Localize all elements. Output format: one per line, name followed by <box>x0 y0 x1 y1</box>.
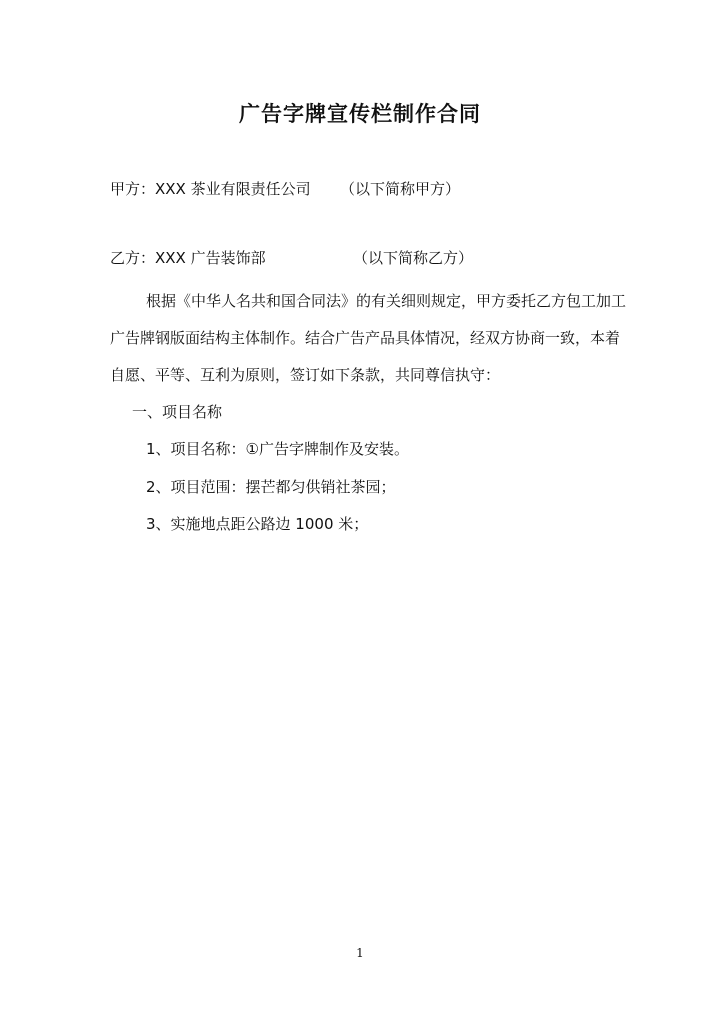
document-title: 广告字牌宣传栏制作合同 <box>239 101 481 126</box>
party-a-label: 甲方：XXX 茶业有限责任公司 <box>110 180 311 198</box>
body-line-1: 根据《中华人名共和国合同法》的有关细则规定，甲方委托乙方包工加工 <box>146 292 627 310</box>
party-b-label: 乙方：XXX 广告装饰部 <box>110 249 266 267</box>
party-b-note: （以下简称乙方） <box>353 249 474 267</box>
body-line-3: 自愿、平等、互利为原则，签订如下条款，共同尊信执守： <box>110 366 501 384</box>
page-number: 1 <box>356 946 364 960</box>
section-heading: 一、项目名称 <box>132 403 223 421</box>
party-b-line <box>110 247 474 268</box>
body-line-2: 广告牌钢版面结构主体制作。结合广告产品具体情况，经双方协商一致，本着 <box>110 329 621 347</box>
item-2: 2、项目范围：摆芒都匀供销社茶园； <box>146 478 396 496</box>
item-3: 3、实施地点距公路边 1000 米； <box>146 515 369 533</box>
party-a-line <box>110 178 461 199</box>
item-1: 1、项目名称：①广告字牌制作及安装。 <box>146 440 409 458</box>
party-a-note: （以下简称甲方） <box>340 180 461 198</box>
